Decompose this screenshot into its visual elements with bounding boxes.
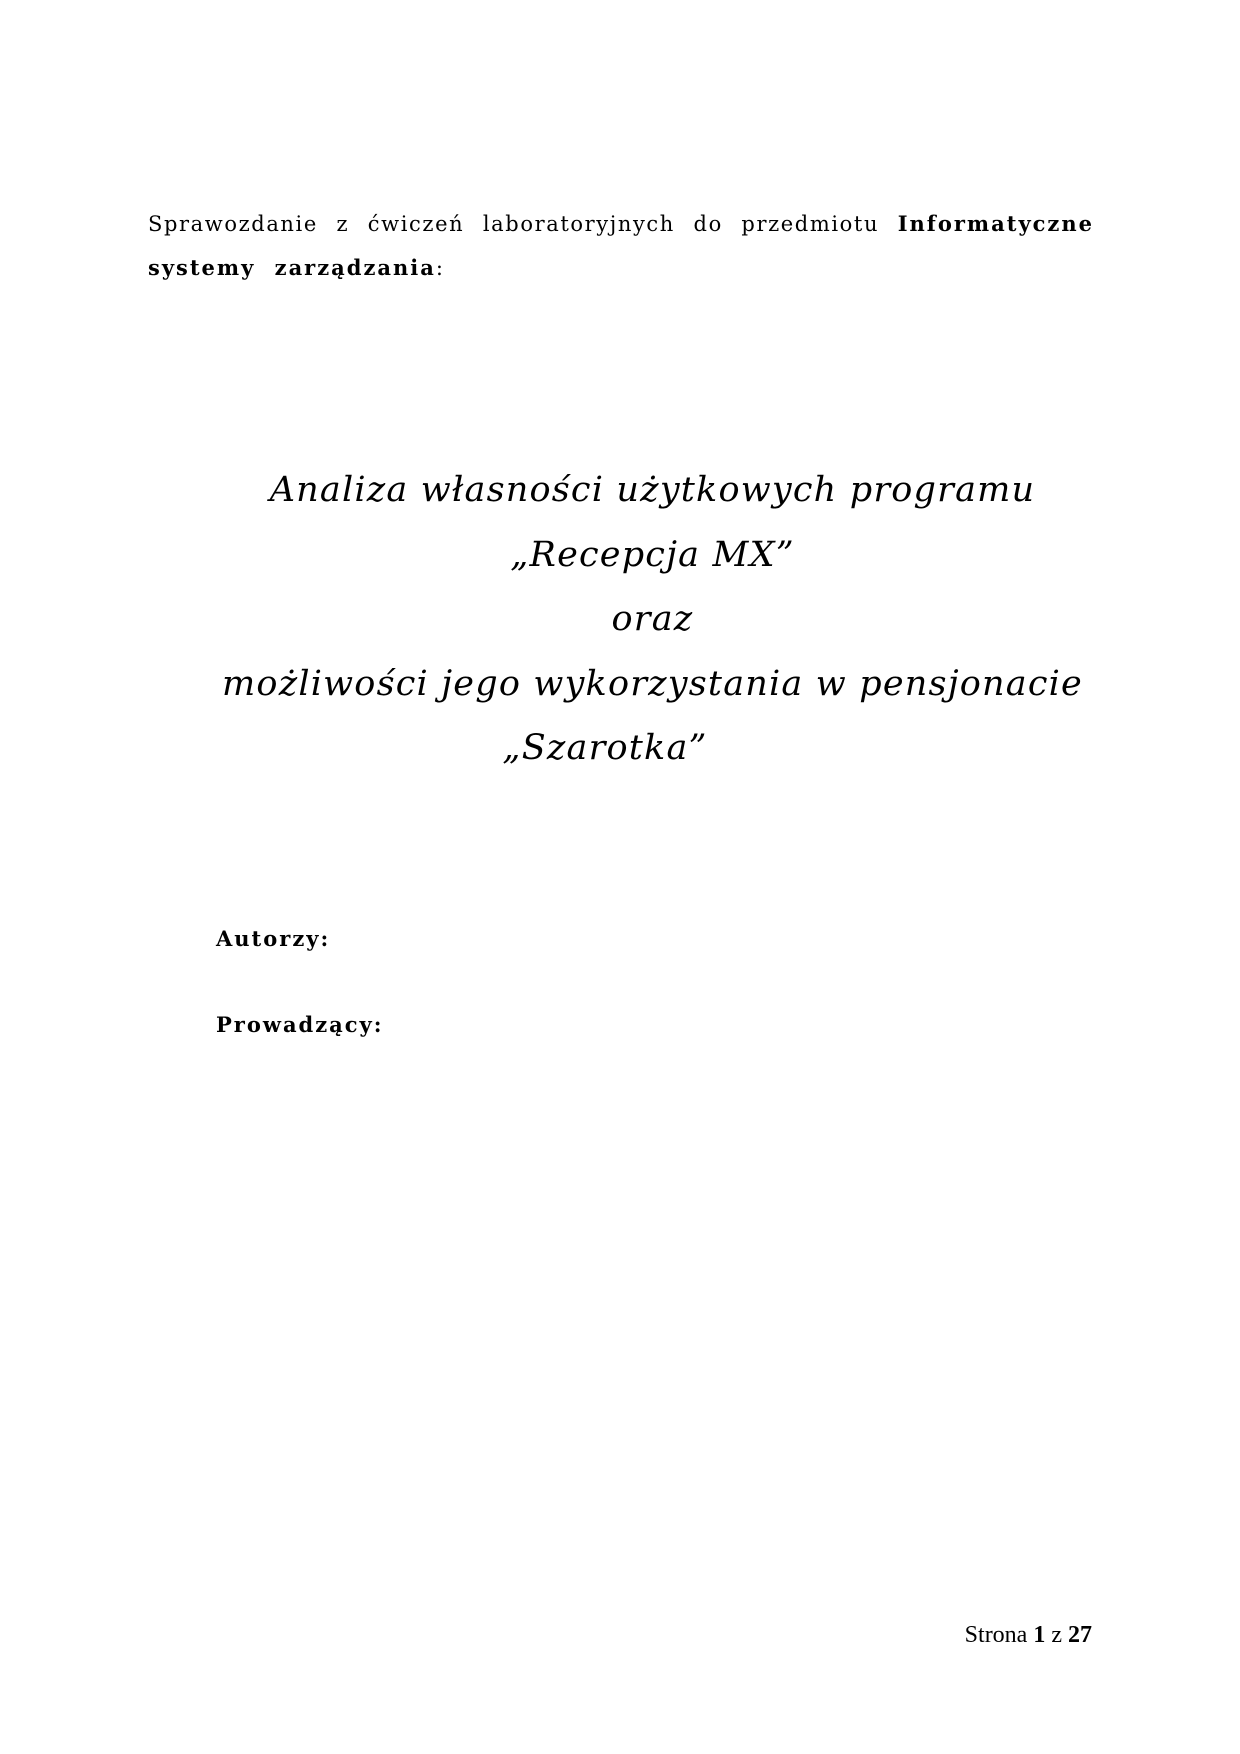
intro-paragraph <box>148 202 1094 290</box>
title-line-4: możliwości jego wykorzystania w pensjonacie <box>222 663 1083 704</box>
intro-suffix: : <box>435 256 445 280</box>
page-separator: z <box>1051 1622 1062 1648</box>
title-line-5: „Szarotka” <box>502 728 708 768</box>
authors-label: Autorzy: <box>216 926 331 951</box>
title-line-1: Analiza własności użytkowych programu <box>269 470 1036 510</box>
current-page-number: 1 <box>1033 1622 1046 1648</box>
title-line-3: oraz <box>611 599 694 639</box>
intro-text: Sprawozdanie z ćwiczeń laboratoryjnych do przedmiotu <box>148 212 880 236</box>
total-pages: 27 <box>1068 1622 1092 1648</box>
supervisor-label: Prowadzący: <box>216 1012 384 1037</box>
course-name: Informatyczne systemy zarządzania <box>148 211 1094 280</box>
page-footer <box>965 1622 1092 1649</box>
page-prefix: Strona <box>964 1622 1028 1648</box>
report-title <box>200 458 1105 781</box>
title-line-2: „Recepcja MX” <box>510 534 795 575</box>
